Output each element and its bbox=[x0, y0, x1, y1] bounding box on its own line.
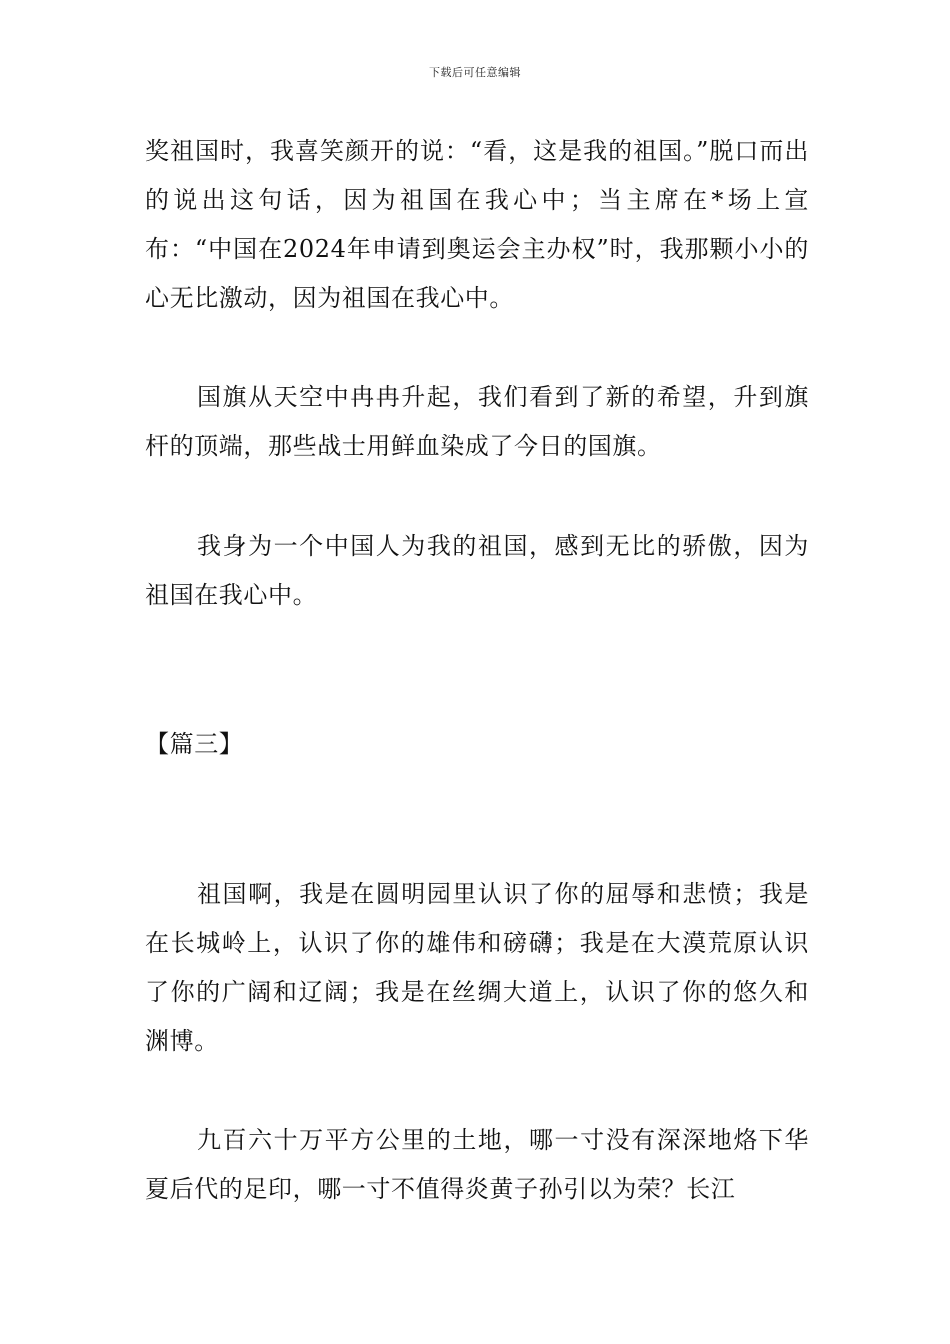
page-header: 下载后可任意编辑 bbox=[429, 66, 521, 79]
paragraph-1: 奖祖国时，我喜笑颜开的说：“看，这是我的祖国。”脱口而出的说出这句话，因为祖国在我心中；当主席在*场上宣布：“中国在2024年申请到奥运会主办权”时，我那颗小小的心无比激动，因为祖国在我心中。 bbox=[145, 137, 809, 312]
paragraph-2: 国旗从天空中冉冉升起，我们看到了新的希望，升到旗杆的顶端，那些战士用鲜血染成了今日的国旗。 bbox=[145, 383, 809, 460]
paragraph-5: 九百六十万平方公里的土地，哪一寸没有深深地烙下华夏后代的足印，哪一寸不值得炎黄子孙引以为荣？长江 bbox=[145, 1126, 809, 1203]
section-title: 【篇三】 bbox=[145, 730, 244, 758]
paragraph-3: 我身为一个中国人为我的祖国，感到无比的骄傲，因为祖国在我心中。 bbox=[145, 532, 809, 609]
paragraph-4: 祖国啊，我是在圆明园里认识了你的屈辱和悲愤；我是在长城岭上，认识了你的雄伟和磅礴；我是在大漠荒原认识了你的广阔和辽阔；我是在丝绸大道上，认识了你的悠久和渊博。 bbox=[145, 880, 809, 1055]
